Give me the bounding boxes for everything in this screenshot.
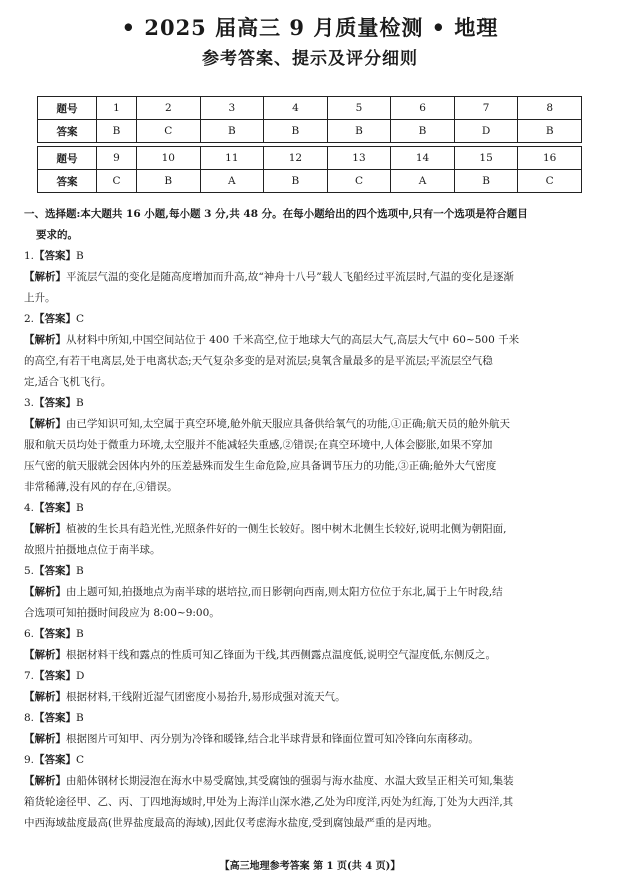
table-row-answers-1 bbox=[38, 120, 582, 143]
table-label-num: 题号 bbox=[38, 97, 97, 120]
explanation-line bbox=[24, 477, 592, 498]
question-number: 8. bbox=[24, 712, 35, 724]
explanation-line bbox=[24, 414, 592, 435]
explain-tag: 【解析】 bbox=[24, 418, 66, 430]
answer-tag: 【答案】 bbox=[34, 628, 77, 640]
table-cell: B bbox=[137, 170, 201, 193]
explanation-text: 由已学知识可知,太空属于真空环境,舱外航天服应具备供给氧气的功能,①正确;航天员的舱外航天 bbox=[66, 418, 511, 430]
question-answer bbox=[24, 498, 592, 519]
answer-value: C bbox=[76, 313, 85, 325]
table-cell: 8 bbox=[518, 97, 582, 120]
table-cell: 12 bbox=[264, 147, 328, 170]
question-answer bbox=[24, 708, 592, 729]
explanation-line bbox=[24, 645, 592, 666]
table-cell: B bbox=[327, 120, 391, 143]
answer-tag: 【答案】 bbox=[34, 397, 77, 409]
answer-tag: 【答案】 bbox=[34, 250, 77, 262]
answer-table bbox=[37, 96, 582, 193]
question-number: 5. bbox=[24, 565, 35, 577]
explanation-line bbox=[24, 582, 592, 603]
answer-tag: 【答案】 bbox=[34, 313, 77, 325]
explanation-text: 非常稀薄,没有风的存在,④错误。 bbox=[24, 481, 178, 493]
answer-value: B bbox=[76, 712, 84, 724]
explanation-text: 从材料中所知,中国空间站位于 400 千米高空,位于地球大气的高层大气,高层大气中 60~500 千米 bbox=[66, 334, 520, 346]
table-cell: C bbox=[518, 170, 582, 193]
explanation-text: 上升。 bbox=[24, 292, 56, 304]
table-cell: 13 bbox=[327, 147, 391, 170]
explanation-line bbox=[24, 813, 592, 834]
table-cell: 9 bbox=[97, 147, 137, 170]
table-cell: 16 bbox=[518, 147, 582, 170]
table-cell: 7 bbox=[454, 97, 518, 120]
section-heading-cont: 要求的。 bbox=[36, 229, 78, 241]
explanation-line bbox=[24, 351, 592, 372]
question-number: 9. bbox=[24, 754, 35, 766]
question-number: 4. bbox=[24, 502, 35, 514]
explanation-line bbox=[24, 603, 592, 624]
table-cell: 5 bbox=[327, 97, 391, 120]
explanation-text: 压气密的航天服就会因体内外的压差悬殊而发生生命危险,应具备调节压力的功能,③正确;舱外大气密度 bbox=[24, 460, 497, 472]
table-cell: 2 bbox=[137, 97, 201, 120]
explanation-line bbox=[24, 435, 592, 456]
table-cell: B bbox=[264, 120, 328, 143]
table-cell: 14 bbox=[391, 147, 455, 170]
section-heading: 一、选择题:本大题共 16 小题,每小题 3 分,共 48 分。在每小题给出的四个选项中,只有一个选项是符合题目 bbox=[24, 208, 528, 220]
page-title: • 2025 届高三 9 月质量检测 • 地理 bbox=[121, 15, 499, 40]
table-cell: B bbox=[200, 120, 264, 143]
explanation-line bbox=[24, 267, 592, 288]
answer-value: B bbox=[76, 250, 84, 262]
answer-tag: 【答案】 bbox=[34, 670, 77, 682]
explanation-text: 根据图片可知甲、丙分别为冷锋和暖锋,结合北半球背景和锋面位置可知冷锋向东南移动。 bbox=[66, 733, 479, 745]
question-answer bbox=[24, 561, 592, 582]
explanation-line bbox=[24, 687, 592, 708]
question-number: 3. bbox=[24, 397, 35, 409]
explain-tag: 【解析】 bbox=[24, 334, 66, 346]
explain-tag: 【解析】 bbox=[24, 586, 66, 598]
explanation-line bbox=[24, 372, 592, 393]
explanation-line bbox=[24, 288, 592, 309]
table-row-numbers-2 bbox=[38, 147, 582, 170]
table-cell: A bbox=[391, 170, 455, 193]
explain-tag: 【解析】 bbox=[24, 775, 66, 787]
table-cell: B bbox=[391, 120, 455, 143]
answer-value: B bbox=[76, 502, 84, 514]
explain-tag: 【解析】 bbox=[24, 523, 66, 535]
explanation-text: 平流层气温的变化是随高度增加而升高,故“神舟十八号”载人飞船经过平流层时,气温的变化是逐渐 bbox=[66, 271, 514, 283]
table-cell: 10 bbox=[137, 147, 201, 170]
answer-value: B bbox=[76, 628, 84, 640]
explanation-text: 根据材料干线和露点的性质可知乙锋面为干线,其西侧露点温度低,说明空气湿度低,东侧反之。 bbox=[66, 649, 497, 661]
table-label-ans: 答案 bbox=[38, 120, 97, 143]
answer-tag: 【答案】 bbox=[34, 502, 77, 514]
table-label-ans: 答案 bbox=[38, 170, 97, 193]
table-cell: D bbox=[454, 120, 518, 143]
question-answer bbox=[24, 309, 592, 330]
table-cell: 3 bbox=[200, 97, 264, 120]
explanation-line bbox=[24, 771, 592, 792]
explanation-line bbox=[24, 519, 592, 540]
answer-tag: 【答案】 bbox=[34, 754, 77, 766]
table-label-num: 题号 bbox=[38, 147, 97, 170]
question-number: 1. bbox=[24, 250, 35, 262]
page-subtitle: 参考答案、提示及评分细则 bbox=[202, 49, 418, 69]
answer-value: B bbox=[76, 565, 84, 577]
table-row-numbers-1 bbox=[38, 97, 582, 120]
explanation-line bbox=[24, 456, 592, 477]
table-cell: C bbox=[327, 170, 391, 193]
table-cell: 11 bbox=[200, 147, 264, 170]
explanation-line bbox=[24, 330, 592, 351]
answer-explanations bbox=[24, 204, 592, 834]
explanation-text: 由上题可知,拍摄地点为南半球的堪培拉,而日影朝向西南,则太阳方位位于东北,属于上午时段,结 bbox=[66, 586, 503, 598]
table-cell: B bbox=[518, 120, 582, 143]
explanation-text: 中西海域盐度最高(世界盐度最高的海域),因此仅考虑海水盐度,受到腐蚀最严重的是丙地。 bbox=[24, 817, 438, 829]
explain-tag: 【解析】 bbox=[24, 271, 66, 283]
explanation-line bbox=[24, 792, 592, 813]
question-answer bbox=[24, 393, 592, 414]
explain-tag: 【解析】 bbox=[24, 733, 66, 745]
table-cell: C bbox=[97, 170, 137, 193]
table-cell: 1 bbox=[97, 97, 137, 120]
question-list bbox=[24, 246, 592, 834]
explanation-text: 根据材料,干线附近湿气团密度小易抬升,易形成强对流天气。 bbox=[66, 691, 346, 703]
explanation-text: 合选项可知拍摄时间段应为 8:00~9:00。 bbox=[24, 607, 220, 619]
explanation-text: 由船体钢材长期浸泡在海水中易受腐蚀,其受腐蚀的强弱与海水盐度、水温大致呈正相关可知,集装 bbox=[66, 775, 514, 787]
answer-value: B bbox=[76, 397, 84, 409]
question-number: 2. bbox=[24, 313, 35, 325]
answer-value: C bbox=[76, 754, 85, 766]
question-answer bbox=[24, 246, 592, 267]
question-answer bbox=[24, 750, 592, 771]
question-answer bbox=[24, 624, 592, 645]
explain-tag: 【解析】 bbox=[24, 691, 66, 703]
table-cell: 4 bbox=[264, 97, 328, 120]
explanation-text: 故照片拍摄地点位于南半球。 bbox=[24, 544, 161, 556]
explanation-text: 植被的生长具有趋光性,光照条件好的一侧生长较好。图中树木北侧生长较好,说明北侧为朝阳面, bbox=[66, 523, 507, 535]
answer-tag: 【答案】 bbox=[34, 565, 77, 577]
explanation-line bbox=[24, 729, 592, 750]
question-answer bbox=[24, 666, 592, 687]
table-cell: B bbox=[454, 170, 518, 193]
explain-tag: 【解析】 bbox=[24, 649, 66, 661]
answer-tag: 【答案】 bbox=[34, 712, 77, 724]
explanation-text: 的高空,有若干电离层,处于电离状态;天气复杂多变的是对流层;臭氧含量最多的是平流层;平流层空气稳 bbox=[24, 355, 493, 367]
table-cell: B bbox=[97, 120, 137, 143]
question-number: 6. bbox=[24, 628, 35, 640]
table-cell: C bbox=[137, 120, 201, 143]
table-cell: 6 bbox=[391, 97, 455, 120]
page-footer: 【高三地理参考答案 第 1 页(共 4 页)】 bbox=[219, 861, 401, 872]
table-cell: A bbox=[200, 170, 264, 193]
explanation-text: 定,适合飞机飞行。 bbox=[24, 376, 112, 388]
explanation-line bbox=[24, 540, 592, 561]
table-cell: 15 bbox=[454, 147, 518, 170]
table-row-answers-2 bbox=[38, 170, 582, 193]
question-number: 7. bbox=[24, 670, 35, 682]
explanation-text: 箱货轮途径甲、乙、丙、丁四地海域时,甲处为上海洋山深水港,乙处为印度洋,丙处为红海,丁处为大西洋,其 bbox=[24, 796, 514, 808]
table-cell: B bbox=[264, 170, 328, 193]
answer-value: D bbox=[76, 670, 85, 682]
explanation-text: 服和航天员均处于微重力环境,太空服并不能减轻失重感,②错误;在真空环境中,人体会膨胀,如果不穿加 bbox=[24, 439, 493, 451]
